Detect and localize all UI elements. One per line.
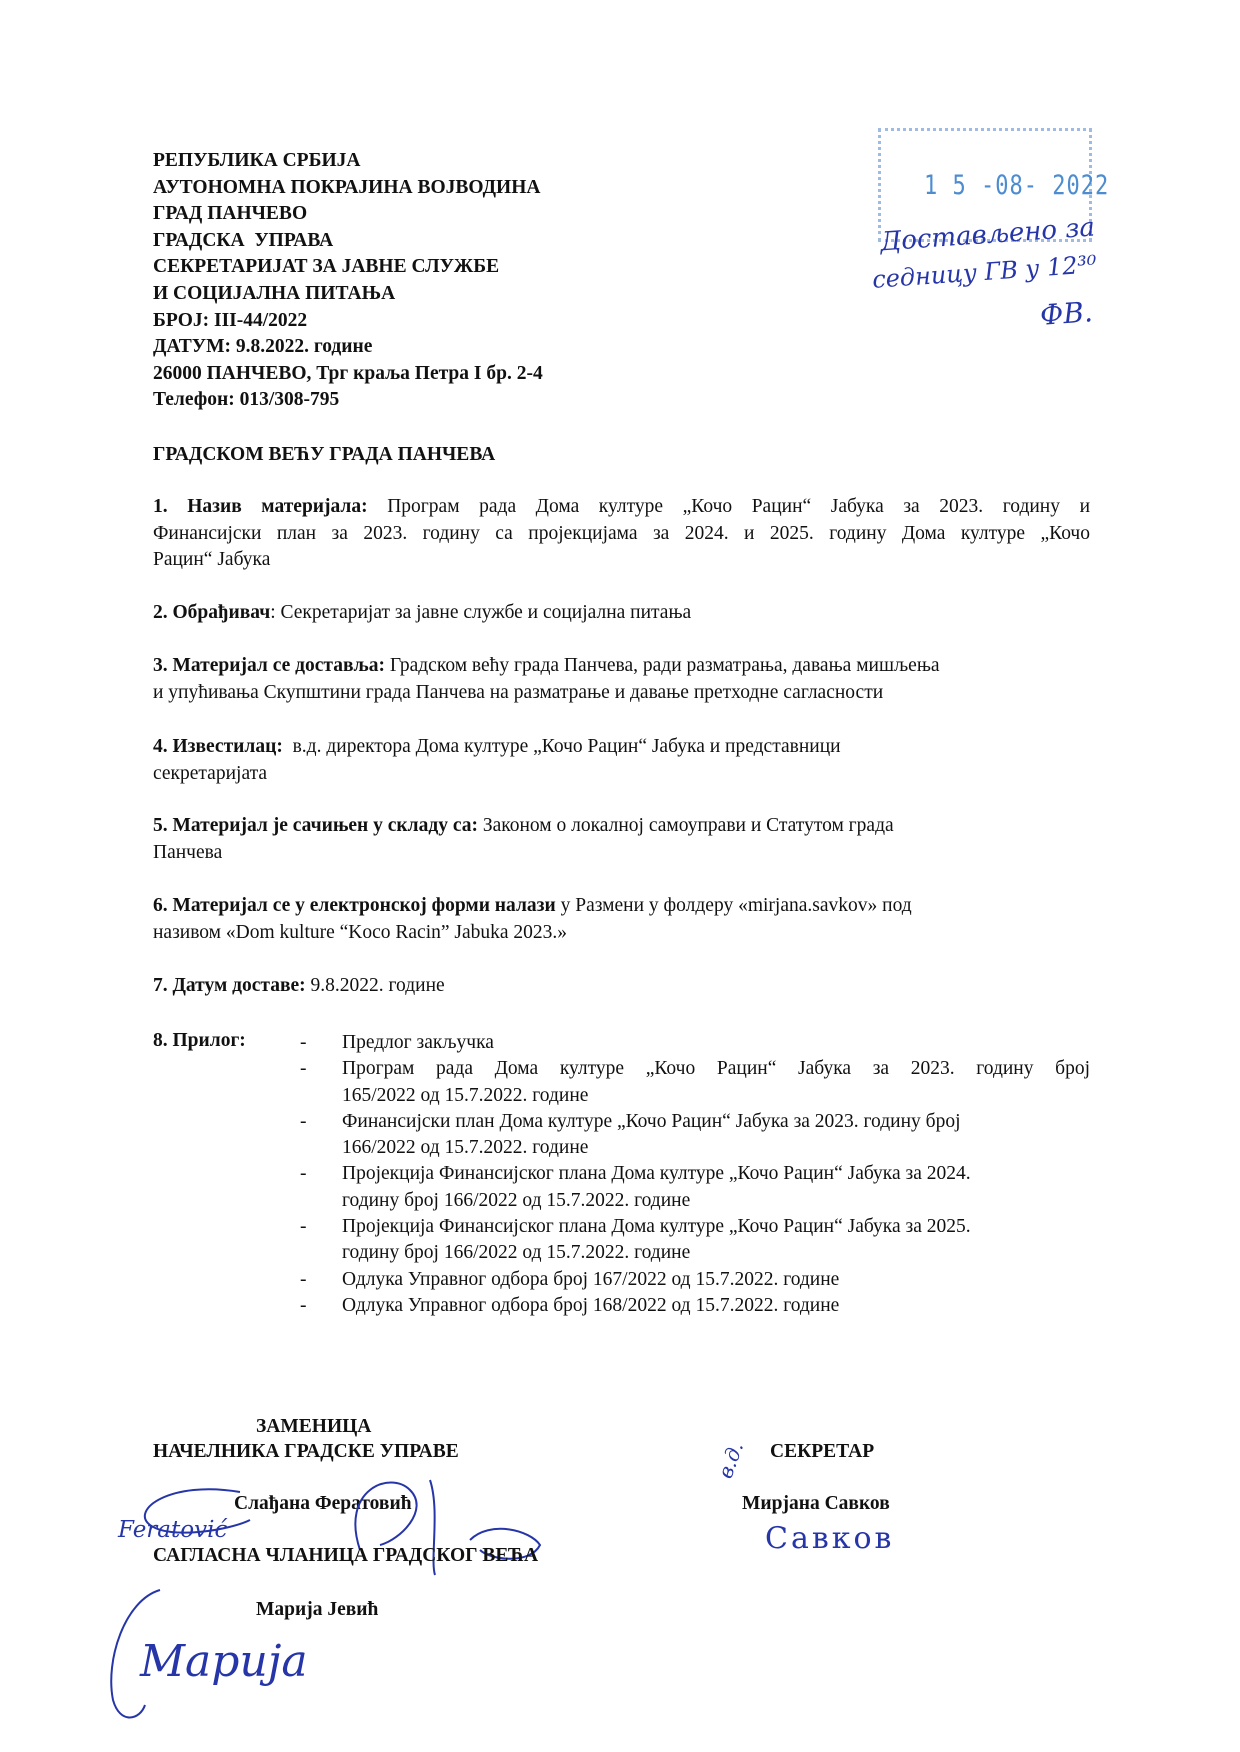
header-line: СЕКРЕТАРИЈАТ ЗА ЈАВНЕ СЛУЖБЕ	[153, 256, 500, 278]
list-item-text: годину број 166/2022 од 15.7.2022. године	[342, 1189, 691, 1211]
bullet-dash: -	[300, 1058, 307, 1080]
item-text: 9.8.2022. године	[305, 975, 445, 996]
list-item-text: 166/2022 од 15.7.2022. године	[342, 1137, 589, 1159]
council-member-name: Марија Јевић	[256, 1599, 379, 1620]
item-material-name	[153, 494, 1090, 574]
signatory-title: НАЧЕЛНИКА ГРАДСКЕ УПРАВЕ	[153, 1441, 459, 1462]
list-item	[300, 1056, 1090, 1109]
signature-jevic: Марија	[140, 1636, 308, 1687]
header-line: ГРАДСКА УПРАВА	[153, 229, 334, 251]
bullet-dash: -	[300, 1268, 307, 1290]
list-item-text: Предлог закључка	[342, 1032, 494, 1053]
address: 26000 ПАНЧЕВО, Трг краља Петра I бр. 2-4	[153, 362, 543, 384]
signatory-title: ЗАМЕНИЦА	[256, 1416, 372, 1437]
stamp-date: 1 5 -08- 2022	[924, 171, 1110, 202]
item-text: Рацин“ Јабука	[153, 549, 271, 570]
signatory-name: Слађана Фератовић	[234, 1493, 412, 1514]
item-text: и упућивања Скупштини града Панчева на разматрање и давање претходне сагласности	[153, 681, 884, 703]
list-item-text: Пројекција Финансијског плана Дома културе „Кочо Рацин“ Јабука за 2024.	[342, 1163, 971, 1185]
list-item	[300, 1293, 1090, 1319]
header-line: АУТОНОМНА ПОКРАЈИНА ВОЈВОДИНА	[153, 176, 541, 198]
item-electronic-location	[153, 893, 1090, 946]
item-text: називом «Dom kulture “Koco Racin” Jabuka 2023.»	[153, 921, 568, 943]
list-item	[300, 1214, 1090, 1267]
item-delivered-to	[153, 653, 1090, 706]
item-text: секретаријата	[153, 762, 268, 784]
list-item-text: Одлука Управног одбора број 168/2022 од 15.7.2022. године	[342, 1294, 840, 1316]
item-label: 4. Известилац:	[153, 736, 283, 757]
attachments-list	[300, 1030, 1090, 1319]
item-text: : Секретаријат за јавне службе и социјална питања	[270, 602, 692, 623]
header-line: ГРАД ПАНЧЕВО	[153, 203, 308, 225]
list-item-text: 165/2022 од 15.7.2022. године	[342, 1084, 589, 1106]
list-item	[300, 1109, 1090, 1162]
attachments-label: 8. Прилог:	[153, 1030, 246, 1051]
bullet-dash: -	[300, 1110, 307, 1132]
list-item	[300, 1267, 1090, 1293]
item-label: 6. Материјал се у електронској форми налази	[153, 895, 556, 916]
bullet-dash: -	[300, 1216, 307, 1238]
document-number: БРОЈ: III-44/2022	[153, 309, 308, 331]
bullet-dash: -	[300, 1163, 307, 1185]
secretary-title: СЕКРЕТАР	[770, 1441, 875, 1462]
list-item	[300, 1161, 1090, 1214]
item-text: Финансијски план за 2023. годину са пројекцијама за 2024. и 2025. годину Дома културе „Кочо	[153, 522, 1090, 544]
item-text: Законом о локалној самоуправи и Статутом града	[477, 815, 894, 836]
header-line: И СОЦИЈАЛНА ПИТАЊА	[153, 282, 396, 304]
item-label: 7. Датум доставе:	[153, 975, 306, 996]
item-label: 1. Назив материјала:	[153, 496, 368, 517]
item-text: Програм рада Дома културе „Кочо Рацин“ Јабука за 2023. годину и	[367, 496, 1090, 517]
list-item-text: Финансијски план Дома културе „Кочо Рацин“ Јабука за 2023. годину број	[342, 1110, 961, 1132]
secretary-name: Мирјана Савков	[742, 1493, 890, 1514]
handwritten-note: Достављено за	[879, 212, 1096, 258]
addressee: ГРАДСКОМ ВЕЋУ ГРАДА ПАНЧЕВА	[153, 444, 496, 465]
bullet-dash: -	[300, 1032, 307, 1053]
bullet-dash: -	[300, 1294, 307, 1316]
item-preparer	[153, 600, 1090, 627]
item-text: у Размени у фолдеру «mirjana.savkov» под	[555, 895, 912, 916]
list-item-text: годину број 166/2022 од 15.7.2022. године	[342, 1242, 691, 1264]
item-rapporteur	[153, 734, 1090, 787]
handwritten-note: седницу ГВ у 12³⁰	[871, 250, 1098, 294]
document-date: ДАТУМ: 9.8.2022. године	[153, 336, 373, 358]
item-text: Панчева	[153, 841, 223, 863]
list-item-text: Програм рада Дома културе „Кочо Рацин“ Јабука за 2023. годину број	[342, 1058, 1090, 1080]
signature-savkov: Савков	[765, 1521, 895, 1556]
header-line: РЕПУБЛИКА СРБИЈА	[153, 150, 361, 171]
item-legal-basis	[153, 813, 1090, 866]
on-behalf-mark: в.д.	[712, 1438, 749, 1482]
list-item	[300, 1030, 1090, 1056]
item-text: в.д. директора Дома културе „Кочо Рацин“ Јабука и представници	[282, 736, 841, 757]
item-delivery-date	[153, 973, 1090, 1000]
item-text: Градском већу града Панчева, ради разматрања, давања мишљења	[384, 655, 940, 676]
issuer-header	[153, 148, 543, 414]
council-member-title: САГЛАСНА ЧЛАНИЦА ГРАДСКОГ ВЕЋА	[153, 1545, 539, 1566]
item-label: 3. Материјал се доставља:	[153, 655, 385, 676]
signature-feratovic: Feratović	[118, 1517, 228, 1543]
item-label: 2. Обрађивач	[153, 602, 271, 623]
list-item-text: Одлука Управног одбора број 167/2022 од 15.7.2022. године	[342, 1268, 840, 1290]
phone: Телефон: 013/308-795	[153, 389, 340, 411]
item-label: 5. Материјал је сачињен у складу са:	[153, 815, 478, 836]
list-item-text: Пројекција Финансијског плана Дома културе „Кочо Рацин“ Јабука за 2025.	[342, 1216, 971, 1238]
handwritten-note: ФВ.	[1038, 295, 1094, 332]
